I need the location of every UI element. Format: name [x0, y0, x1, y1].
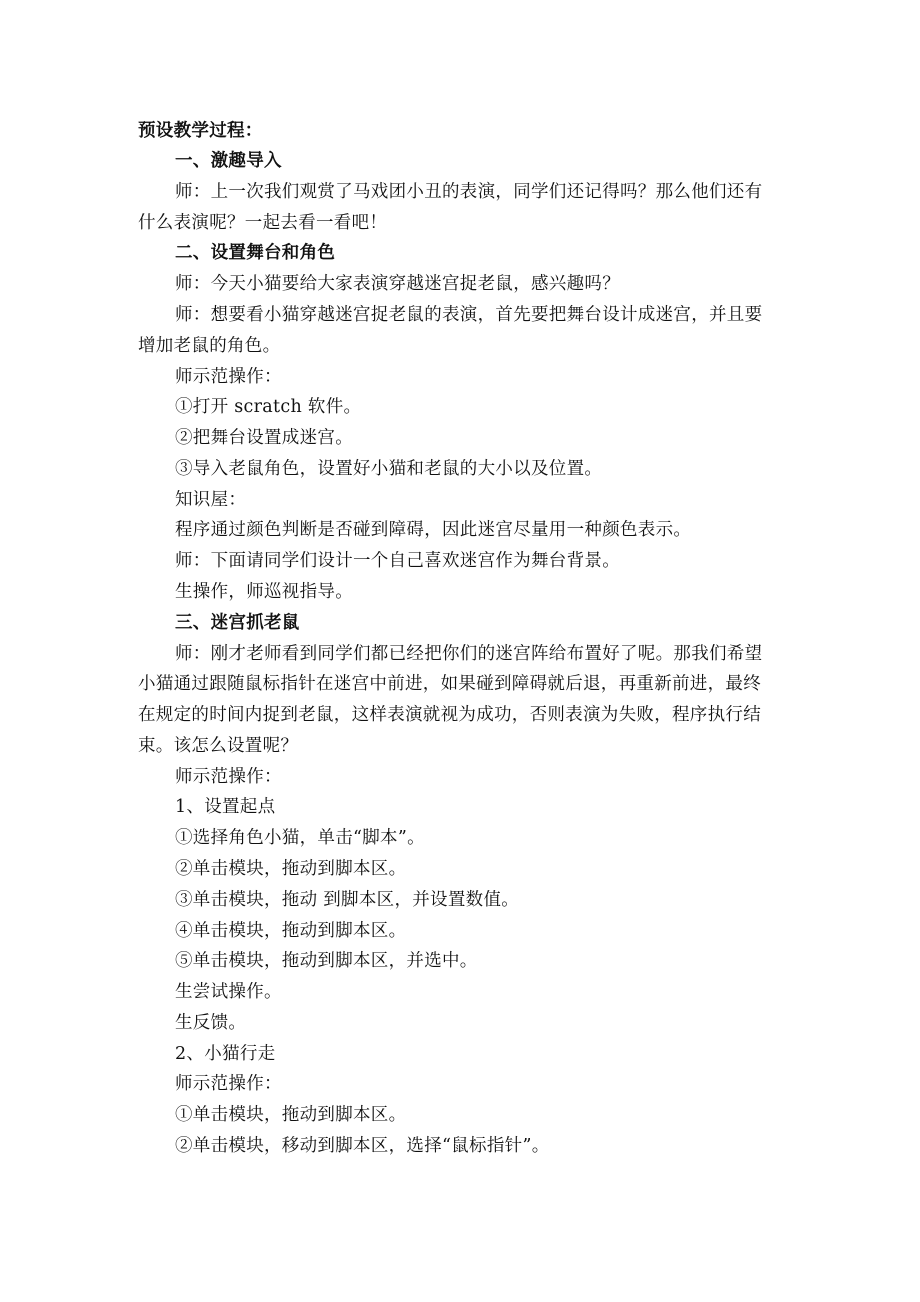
- paragraph-line: 师示范操作：: [175, 1074, 282, 1094]
- paragraph-line: 师示范操作：: [175, 367, 282, 387]
- paragraph-line: ③导入老鼠角色，设置好小猫和老鼠的大小以及位置。: [175, 459, 603, 479]
- paragraph-line: 师：下面请同学们设计一个自己喜欢迷宫作为舞台背景。: [175, 551, 620, 571]
- paragraph-line: ②单击模块，拖动到脚本区。: [175, 859, 407, 879]
- paragraph-line: ⑤单击模块，拖动到脚本区，并选中。: [175, 951, 478, 971]
- section-heading: 三、迷宫抓老鼠: [175, 613, 300, 633]
- paragraph-line: ②把舞台设置成迷宫。: [175, 428, 353, 448]
- paragraph-line: 生操作，师巡视指导。: [175, 582, 353, 602]
- paragraph-line: 师：今天小猫要给大家表演穿越迷宫捉老鼠，感兴趣吗？: [175, 274, 620, 294]
- paragraph-line: 师：上一次我们观赏了马戏团小丑的表演，同学们还记得吗？那么他们还有: [175, 182, 763, 202]
- paragraph-line: ①单击模块，拖动到脚本区。: [175, 1105, 407, 1125]
- paragraph-line: ①选择角色小猫，单击“脚本”。: [175, 828, 425, 848]
- paragraph-line: 什么表演呢？一起去看一看吧！: [138, 213, 388, 233]
- paragraph-line: ③单击模块，拖动 到脚本区，并设置数值。: [175, 890, 520, 910]
- paragraph-line: ④单击模块，拖动到脚本区。: [175, 921, 407, 941]
- paragraph-line: 师：刚才老师看到同学们都已经把你们的迷宫阵给布置好了呢。那我们希望: [175, 644, 763, 664]
- paragraph-line: 程序通过颜色判断是否碰到障碍，因此迷宫尽量用一种颜色表示。: [175, 520, 692, 540]
- paragraph-line: 生反馈。: [175, 1013, 247, 1033]
- paragraph-line: 知识屋：: [175, 490, 247, 510]
- paragraph-line: 师：想要看小猫穿越迷宫捉老鼠的表演，首先要把舞台设计成迷宫，并且要: [175, 305, 763, 325]
- paragraph-line: 束。该怎么设置呢？: [138, 736, 299, 756]
- paragraph-line: 增加老鼠的角色。: [138, 336, 281, 356]
- paragraph-line: 1、设置起点: [175, 797, 276, 817]
- paragraph-line: ①打开 scratch 软件。: [175, 397, 362, 417]
- section-heading: 一、激趣导入: [175, 151, 282, 171]
- paragraph-line: 师示范操作：: [175, 767, 282, 787]
- paragraph-line: 2、小猫行走: [175, 1044, 276, 1064]
- paragraph-line: 在规定的时间内捉到老鼠，这样表演就视为成功，否则表演为失败，程序执行结: [138, 705, 761, 725]
- paragraph-line: 生尝试操作。: [175, 982, 282, 1002]
- paragraph-line: ②单击模块，移动到脚本区，选择“鼠标指针”。: [175, 1136, 550, 1156]
- paragraph-line: 小猫通过跟随鼠标指针在迷宫中前进，如果碰到障碍就后退，再重新前进，最终: [138, 674, 761, 694]
- section-heading: 二、设置舞台和角色: [175, 243, 336, 263]
- document-title: 预设教学过程：: [138, 121, 263, 141]
